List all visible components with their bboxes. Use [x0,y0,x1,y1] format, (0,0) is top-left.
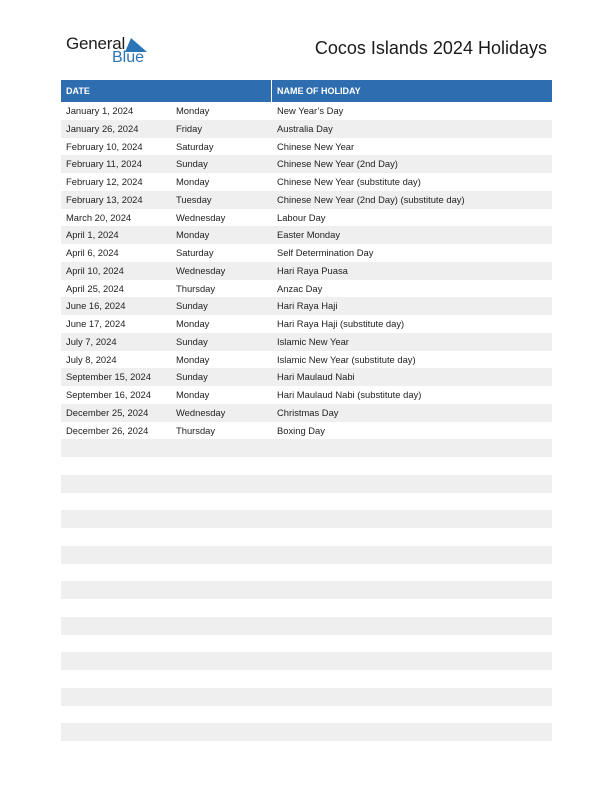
table-row [61,333,552,351]
weekday-cell: Sunday [176,371,208,383]
holiday-name-cell: Labour Day [277,211,326,223]
table-row [61,475,552,493]
table-row [61,688,552,706]
holidays-table [61,80,552,741]
date-cell: July 8, 2024 [66,353,117,365]
table-row [61,244,552,262]
holiday-name-cell: Christmas Day [277,406,339,418]
date-cell: June 16, 2024 [66,300,126,312]
table-body [61,102,552,741]
table-row [61,635,552,653]
header-date: DATE [66,86,90,96]
date-cell: February 12, 2024 [66,176,143,187]
holiday-name-cell: New Year’s Day [277,105,344,116]
date-cell: February 13, 2024 [66,193,143,205]
weekday-cell: Monday [176,318,210,329]
date-cell: January 1, 2024 [66,105,134,116]
table-row [61,581,552,599]
table-row [61,351,552,369]
date-cell: June 17, 2024 [66,318,126,329]
holiday-name-cell: Hari Maulaud Nabi (substitute day) [277,389,422,400]
holiday-name-cell: Australia Day [277,122,333,134]
header-divider [271,80,272,102]
table-row [61,120,552,138]
page-title: Cocos Islands 2024 Holidays [314,38,547,58]
table-row [61,209,552,227]
weekday-cell: Wednesday [176,406,226,418]
weekday-cell: Thursday [176,282,216,294]
weekday-cell: Wednesday [176,264,226,276]
date-cell: January 26, 2024 [66,122,139,134]
table-row [61,315,552,333]
date-cell: July 7, 2024 [66,335,117,347]
table-row [61,173,552,191]
table-row [61,652,552,670]
date-cell: April 6, 2024 [66,247,119,258]
table-row [61,546,552,564]
holiday-name-cell: Chinese New Year [277,140,355,152]
table-row [61,564,552,582]
table-header [61,80,552,102]
generalblue-logo [66,34,156,70]
holiday-name-cell: Easter Monday [277,229,341,241]
weekday-cell: Tuesday [176,193,212,205]
date-cell: September 15, 2024 [66,371,151,383]
holiday-name-cell: Hari Raya Puasa [277,264,348,276]
table-row [61,386,552,404]
table-row [61,422,552,440]
table-row [61,599,552,617]
table-row [61,297,552,315]
weekday-cell: Saturday [176,247,214,258]
table-row [61,706,552,724]
weekday-cell: Sunday [176,300,208,312]
weekday-cell: Monday [176,229,210,241]
holiday-name-cell: Boxing Day [277,424,325,436]
holiday-name-cell: Chinese New Year (2nd Day) [277,158,398,170]
date-cell: April 1, 2024 [66,229,119,241]
table-row [61,226,552,244]
header-holiday-name: NAME OF HOLIDAY [277,86,361,96]
table-row [61,155,552,173]
holiday-name-cell: Islamic New Year (substitute day) [277,353,416,365]
holiday-name-cell: Chinese New Year (substitute day) [277,176,421,187]
table-row [61,102,552,120]
table-row [61,280,552,298]
date-cell: April 25, 2024 [66,282,124,294]
date-cell: December 25, 2024 [66,406,149,418]
table-row [61,528,552,546]
date-cell: February 11, 2024 [66,158,142,170]
weekday-cell: Friday [176,122,203,134]
holiday-name-cell: Self Determination Day [277,247,374,258]
date-cell: February 10, 2024 [66,140,143,152]
table-row [61,368,552,386]
weekday-cell: Saturday [176,140,214,152]
table-row [61,510,552,528]
table-row [61,457,552,475]
logo-word-blue: Blue [112,49,145,66]
table-row [61,439,552,457]
table-row [61,138,552,156]
date-cell: September 16, 2024 [66,389,151,400]
table-row [61,404,552,422]
weekday-cell: Monday [176,105,210,116]
date-cell: April 10, 2024 [66,264,124,276]
date-cell: December 26, 2024 [66,424,149,436]
logo-word-general: General [66,34,126,53]
holiday-name-cell: Chinese New Year (2nd Day) (substitute day) [277,193,465,205]
table-row [61,670,552,688]
weekday-cell: Thursday [176,424,216,436]
holiday-name-cell: Hari Raya Haji [277,300,338,312]
table-row [61,617,552,635]
weekday-cell: Wednesday [176,211,226,223]
holiday-name-cell: Anzac Day [277,282,323,294]
table-row [61,262,552,280]
weekday-cell: Monday [176,389,210,400]
holiday-name-cell: Hari Raya Haji (substitute day) [277,318,405,329]
date-cell: March 20, 2024 [66,211,132,223]
weekday-cell: Sunday [176,158,208,170]
weekday-cell: Sunday [176,335,208,347]
table-row [61,723,552,741]
holiday-name-cell: Islamic New Year [277,335,349,347]
table-row [61,191,552,209]
table-row [61,493,552,511]
weekday-cell: Monday [176,353,210,365]
weekday-cell: Monday [176,176,210,187]
holiday-name-cell: Hari Maulaud Nabi [277,371,355,383]
